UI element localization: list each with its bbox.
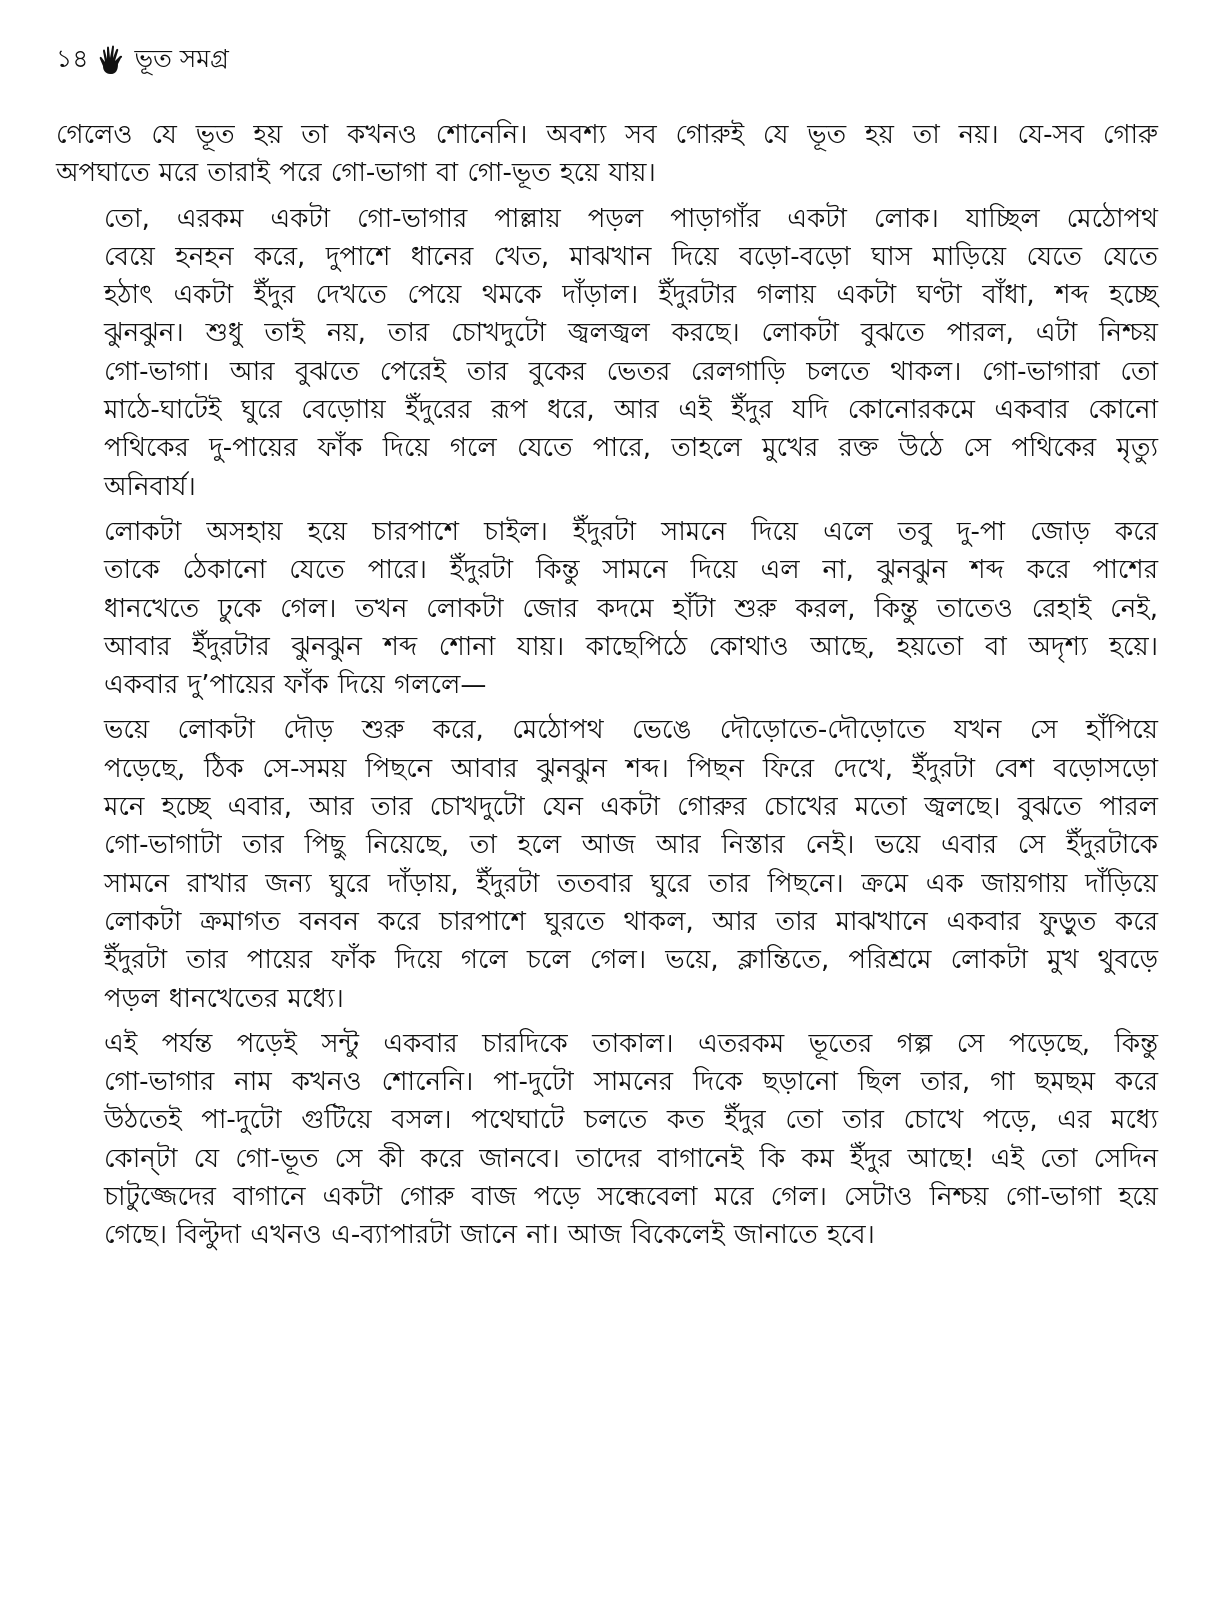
ghost-hand-icon	[98, 45, 124, 75]
text-line: তাকে ঠেকানো যেতে পারে। ইঁদুরটা কিন্তু সামনে দিয়ে এল না, ঝুনঝুন শব্দ করে পাশের	[104, 555, 1158, 586]
body-text	[56, 116, 1158, 1255]
paragraph-3	[56, 513, 1158, 704]
text-line: এই পর্যন্ত পড়েই সন্টু একবার চারদিকে তাকাল। এতরকম ভূতের গল্প সে পড়েছে, কিন্তু	[104, 1028, 1158, 1059]
paragraph-2	[56, 200, 1158, 506]
text-line: গেছে। বিল্টুদা এখনও এ-ব্যাপারটা জানে না। আজ বিকেলেই জানাতে হবে।	[104, 1220, 875, 1251]
text-line: মনে হচ্ছে এবার, আর তার চোখদুটো যেন একটা গোরুর চোখের মতো জ্বলছে। বুঝতে পারল	[104, 792, 1158, 823]
text-line: লোকটা ক্রমাগত বনবন করে চারপাশে ঘুরতে থাকল, আর তার মাঝখানে একবার ফুড়ুত করে	[104, 906, 1158, 937]
text-line: তো, এরকম একটা গো-ভাগার পাল্লায় পড়ল পাড়াগাঁর একটা লোক। যাচ্ছিল মেঠোপথ	[104, 203, 1158, 234]
text-line: একবার দু’পায়ের ফাঁক দিয়ে গললে—	[104, 670, 487, 701]
text-line: লোকটা অসহায় হয়ে চারপাশে চাইল। ইঁদুরটা সামনে দিয়ে এলে তবু দু-পা জোড় করে	[104, 516, 1158, 547]
text-line: গো-ভাগাটা তার পিছু নিয়েছে, তা হলে আজ আর নিস্তার নেই। ভয়ে এবার সে ইঁদুরটাকে	[104, 830, 1158, 861]
text-line: সামনে রাখার জন্য ঘুরে দাঁড়ায়, ইঁদুরটা ততবার ঘুরে তার পিছনে। ক্রমে এক জায়গায় দাঁড়িয়ে	[104, 868, 1158, 899]
book-page	[56, 40, 1158, 1262]
text-line: গো-ভাগা। আর বুঝতে পেরেই তার বুকের ভেতর রেলগাড়ি চলতে থাকল। গো-ভাগারা তো	[104, 356, 1158, 387]
text-line: গো-ভাগার নাম কখনও শোনেনি। পা-দুটো সামনের দিকে ছড়ানো ছিল তার, গা ছমছম করে	[104, 1067, 1158, 1098]
text-line: চাটুজ্জেদের বাগানে একটা গোরু বাজ পড়ে সন্ধেবেলা মরে গেল। সেটাও নিশ্চয় গো-ভাগা হয়ে	[104, 1182, 1158, 1213]
text-line: বেয়ে হনহন করে, দুপাশে ধানের খেত, মাঝখান দিয়ে বড়ো-বড়ো ঘাস মাড়িয়ে যেতে যেতে	[104, 241, 1158, 272]
text-line: ঝুনঝুন। শুধু তাই নয়, তার চোখদুটো জ্বলজ্বল করছে। লোকটা বুঝতে পারল, এটা নিশ্চয়	[104, 318, 1158, 349]
text-line: অপঘাতে মরে তারাই পরে গো-ভাগা বা গো-ভূত হয়ে যায়।	[56, 158, 656, 189]
text-line: পড়েছে, ঠিক সে-সময় পিছনে আবার ঝুনঝুন শব্দ। পিছন ফিরে দেখে, ইঁদুরটা বেশ বড়োসড়ো	[104, 753, 1158, 784]
text-line: মাঠে-ঘাটেই ঘুরে বেড়োায় ইঁদুরের রূপ ধরে, আর এই ইঁদুর যদি কোনোরকমে একবার কোনো	[104, 395, 1158, 426]
text-line: উঠতেই পা-দুটো গুটিয়ে বসল। পথেঘাটে চলতে কত ইঁদুর তো তার চোখে পড়ে, এর মধ্যে	[104, 1105, 1158, 1136]
text-line: গেলেও যে ভূত হয় তা কখনও শোনেনি। অবশ্য সব গোরুই যে ভূত হয় তা নয়। যে-সব গোরু	[56, 120, 1158, 150]
text-line: অনিবার্য।	[104, 471, 196, 502]
text-line: আবার ইঁদুরটার ঝুনঝুন শব্দ শোনা যায়। কাছেপিঠে কোথাও আছে, হয়তো বা অদৃশ্য হয়ে।	[104, 631, 1158, 662]
running-head	[56, 40, 1158, 80]
book-title: ভূত সমগ্র	[134, 43, 229, 73]
text-line: হঠাৎ একটা ইঁদুর দেখতে পেয়ে থমকে দাঁড়াল। ইঁদুরটার গলায় একটা ঘণ্টা বাঁধা, শব্দ হচ্ছে	[104, 280, 1158, 311]
text-line: ইঁদুরটা তার পায়ের ফাঁক দিয়ে গলে চলে গেল। ভয়ে, ক্লান্তিতে, পরিশ্রমে লোকটা মুখ থুবড়ে	[104, 945, 1158, 976]
paragraph-1	[56, 116, 1158, 193]
text-line: কোন্‌টা যে গো-ভূত সে কী করে জানবে। তাদের বাগানেই কি কম ইঁদুর আছে! এই তো সেদিন	[104, 1143, 1158, 1174]
text-line: পড়ল ধানখেতের মধ্যে।	[104, 983, 344, 1014]
text-line: পথিকের দু-পায়ের ফাঁক দিয়ে গলে যেতে পারে, তাহলে মুখের রক্ত উঠে সে পথিকের মৃত্যু	[104, 433, 1158, 464]
text-line: ভয়ে লোকটা দৌড় শুরু করে, মেঠোপথ ভেঙে দৌড়োতে-দৌড়োতে যখন সে হাঁপিয়ে	[104, 715, 1158, 746]
text-line: ধানখেতে ঢুকে গেল। তখন লোকটা জোর কদমে হাঁটা শুরু করল, কিন্তু তাতেও রেহাই নেই,	[104, 593, 1158, 624]
paragraph-5	[56, 1025, 1158, 1255]
paragraph-4	[56, 711, 1158, 1017]
page-number: ১৪	[56, 43, 89, 73]
